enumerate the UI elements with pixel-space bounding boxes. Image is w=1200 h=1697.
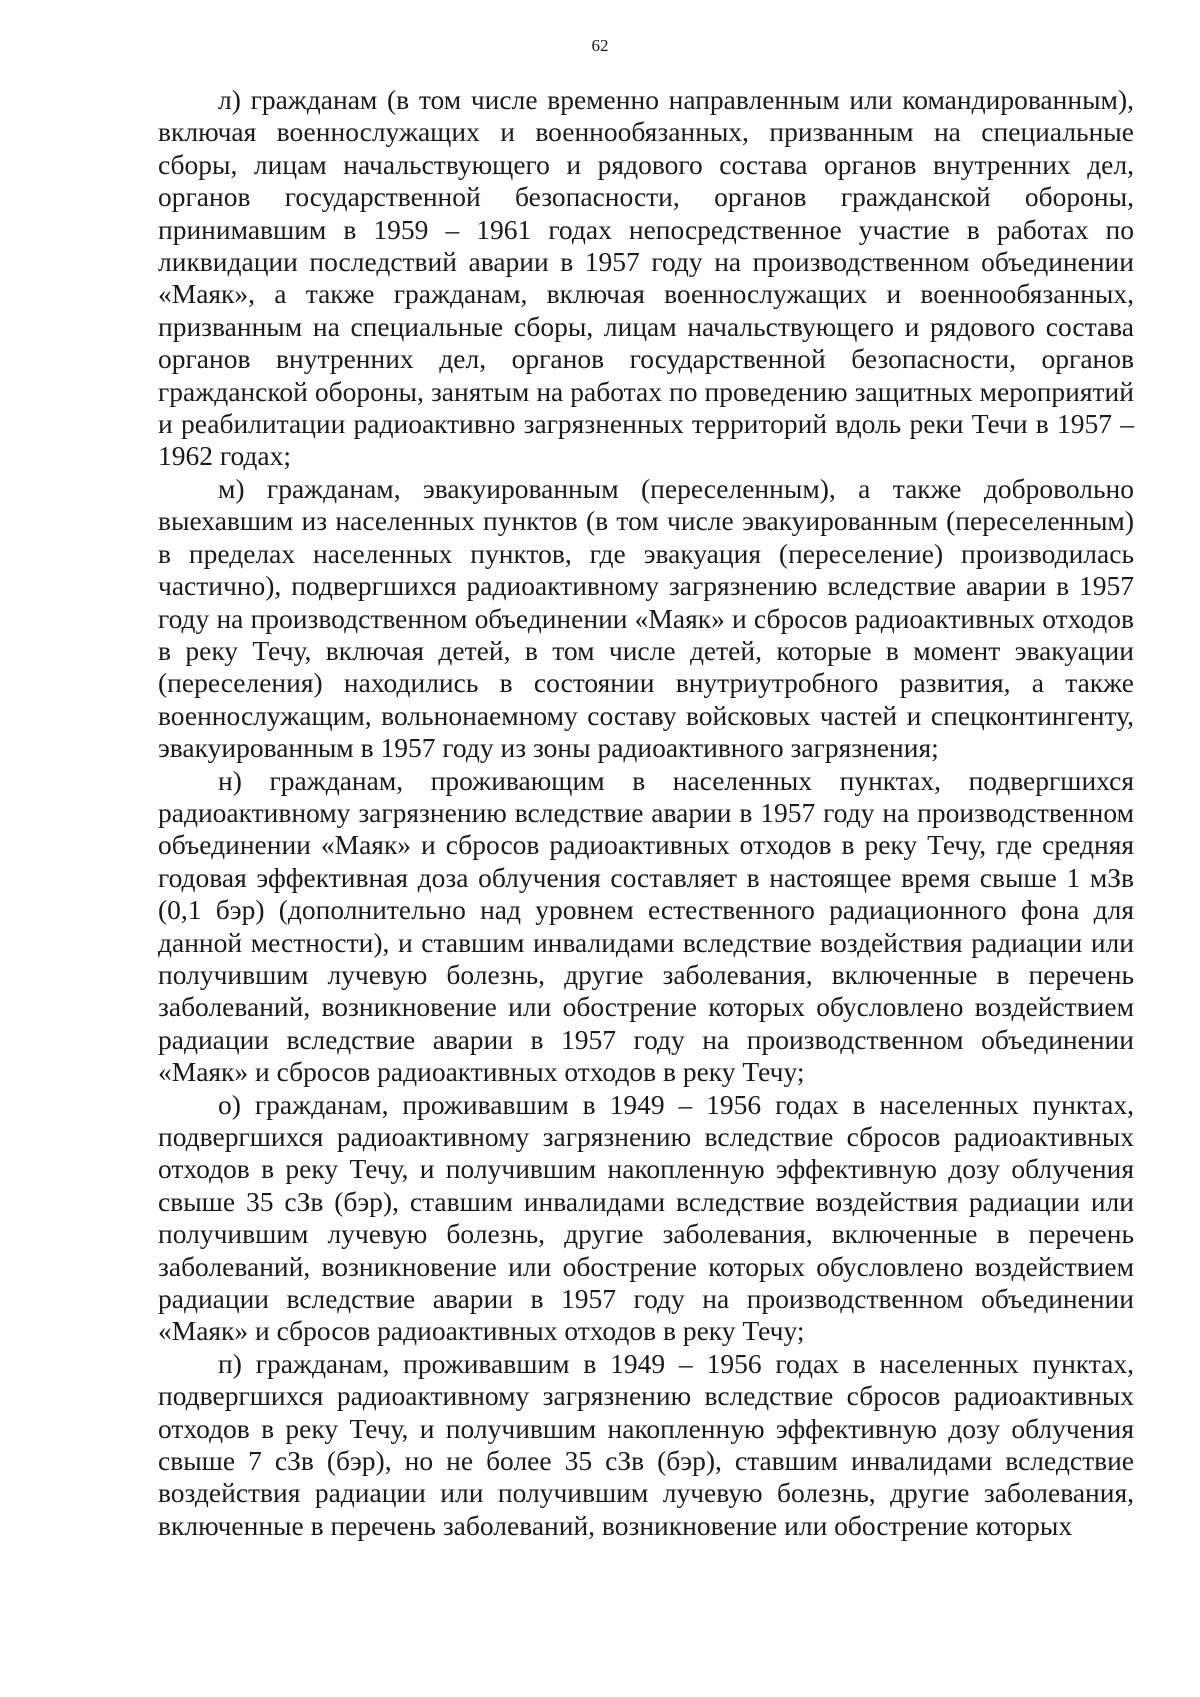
paragraph-l: л) гражданам (в том числе временно направленным или командированным), включая военнослужащих и военнообязанных, призванным на специальные сборы, лицам начальствующего и рядового состава органов внутренних дел, органов государственной безопасности, органов гражданской обороны, принимавшим в 1959 – 1961 годах непосредственное участие в работах по ликвидации последствий аварии в 1957 году на производственном объединении «Маяк», а также гражданам, включая военнослужащих и военнообязанных, призванным на специальные сборы, лицам начальствующего и рядового состава органов внутренних дел, органов государственной безопасности, органов гражданской обороны, занятым на работах по проведению защитных мероприятий и реабилитации радиоактивно загрязненных территорий вдоль реки Течи в 1957 – 1962 годах; [158, 84, 1134, 472]
paragraph-o: о) гражданам, проживавшим в 1949 – 1956 годах в населенных пунктах, подвергшихся радиоактивному загрязнению вследствие сбросов радиоактивных отходов в реку Течу, и получившим накопленную эффективную дозу облучения свыше 35 сЗв (бэр), ставшим инвалидами вследствие воздействия радиации или получившим лучевую болезнь, другие заболевания, включенные в перечень заболеваний, возникновение или обострение которых обусловлено воздействием радиации вследствие аварии в 1957 году на производственном объединении «Маяк» и сбросов радиоактивных отходов в реку Течу; [158, 1088, 1134, 1347]
paragraph-m: м) гражданам, эвакуированным (переселенным), а также добровольно выехавшим из населенных пунктов (в том числе эвакуированным (переселенным) в пределах населенных пунктов, где эвакуация (переселение) производилась частично), подвергшихся радиоактивному загрязнению вследствие аварии в 1957 году на производственном объединении «Маяк» и сбросов радиоактивных отходов в реку Течу, включая детей, в том числе детей, которые в момент эвакуации (переселения) находились в состоянии внутриутробного развития, а также военнослужащим, вольнонаемному составу войсковых частей и спецконтингенту, эвакуированным в 1957 году из зоны радиоактивного загрязнения; [158, 472, 1134, 764]
document-body [158, 84, 1134, 1542]
paragraph-n: н) гражданам, проживающим в населенных пунктах, подвергшихся радиоактивному загрязнению вследствие аварии в 1957 году на производственном объединении «Маяк» и сбросов радиоактивных отходов в реку Течу, где средняя годовая эффективная доза облучения составляет в настоящее время свыше 1 мЗв (0,1 бэр) (дополнительно над уровнем естественного радиационного фона для данной местности), и ставшим инвалидами вследствие воздействия радиации или получившим лучевую болезнь, другие заболевания, включенные в перечень заболеваний, возникновение или обострение которых обусловлено воздействием радиации вследствие аварии в 1957 году на производственном объединении «Маяк» и сбросов радиоактивных отходов в реку Течу; [158, 764, 1134, 1088]
paragraph-p: п) гражданам, проживавшим в 1949 – 1956 годах в населенных пунктах, подвергшихся радиоактивному загрязнению вследствие сбросов радиоактивных отходов в реку Течу, и получившим накопленную эффективную дозу облучения свыше 7 сЗв (бэр), но не более 35 сЗв (бэр), ставшим инвалидами вследствие воздействия радиации или получившим лучевую болезнь, другие заболевания, включенные в перечень заболеваний, возникновение или обострение которых [158, 1347, 1134, 1541]
page-number: 62 [591, 36, 609, 55]
